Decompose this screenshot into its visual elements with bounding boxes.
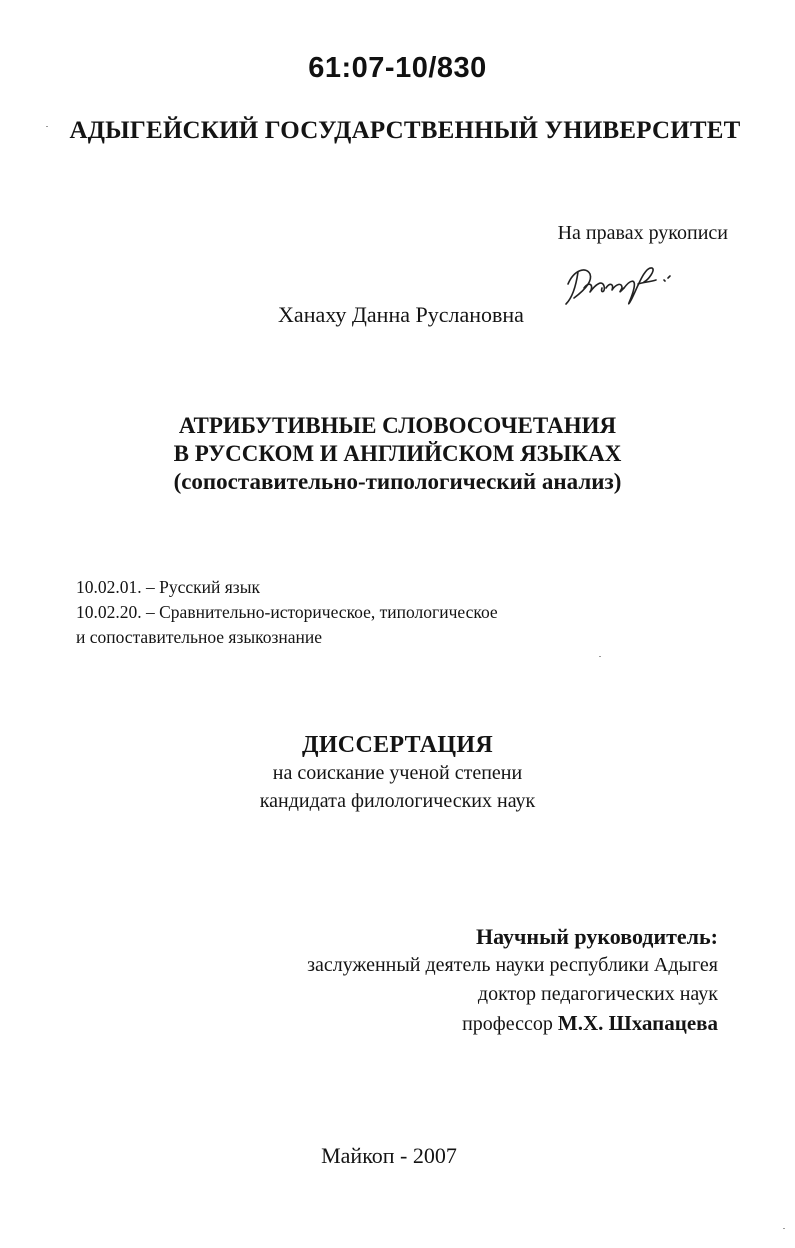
- catalog-number: 61:07-10/830: [308, 52, 487, 84]
- specialty-line-3: и сопоставительное языкознание: [76, 627, 323, 647]
- supervisor-rank: профессор: [462, 1013, 553, 1035]
- scan-speck: [599, 656, 601, 657]
- author-name: Ханаху Данна Руслановна: [278, 302, 524, 327]
- degree-line-2: кандидата филологических наук: [259, 790, 536, 812]
- specialty-codes: [76, 575, 498, 650]
- scan-speck: [783, 1228, 785, 1229]
- scan-speck: [46, 126, 48, 127]
- supervisor-title-2: доктор педагогических наук: [477, 983, 718, 1005]
- university-name: АДЫГЕЙСКИЙ ГОСУДАРСТВЕННЫЙ УНИВЕРСИТЕТ: [69, 117, 741, 144]
- supervisor-name-line: [307, 1009, 718, 1039]
- title-line-1: АТРИБУТИВНЫЕ СЛОВОСОЧЕТАНИЯ: [178, 413, 617, 438]
- title-line-2: В РУССКОМ И АНГЛИЙСКОМ ЯЗЫКАХ: [173, 441, 622, 466]
- supervisor-name: М.Х. Шхапацева: [557, 1011, 718, 1035]
- dissertation-heading: ДИССЕРТАЦИЯ: [302, 732, 493, 758]
- place-and-year: Майкоп - 2007: [321, 1143, 457, 1168]
- dissertation-block: [0, 731, 795, 815]
- thesis-title: [0, 412, 795, 496]
- specialty-line-2: 10.02.20. – Сравнительно-историческое, типологическое: [76, 602, 498, 622]
- supervisor-heading: Научный руководитель:: [476, 924, 718, 949]
- supervisor-title-1: заслуженный деятель науки республики Адыгея: [307, 954, 718, 976]
- degree-line-1: на соискание ученой степени: [272, 762, 523, 784]
- specialty-line-1: 10.02.01. – Русский язык: [76, 577, 260, 597]
- title-subtitle: (сопоставительно-типологический анализ): [173, 469, 622, 494]
- supervisor-block: [307, 922, 718, 1039]
- manuscript-note: На правах рукописи: [557, 222, 728, 244]
